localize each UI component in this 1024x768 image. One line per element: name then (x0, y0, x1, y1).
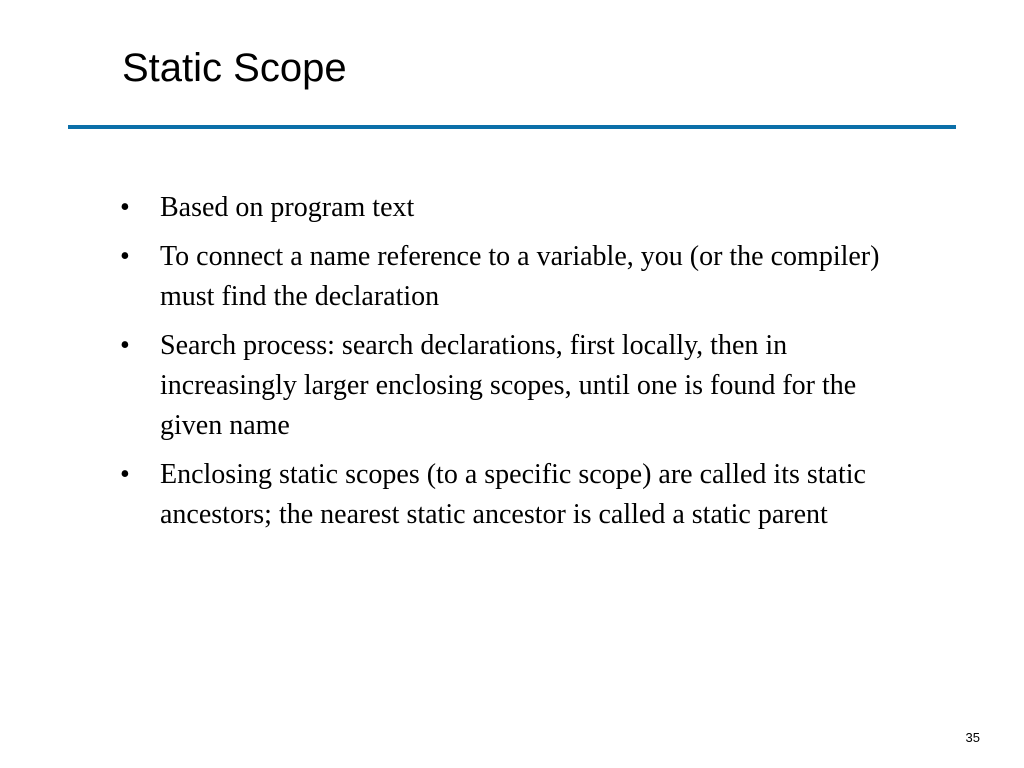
bullet-item (120, 455, 920, 535)
bullet-icon: • (120, 459, 130, 490)
bullet-item (120, 326, 920, 446)
bullet-icon: • (120, 241, 130, 272)
bullet-text: Enclosing static scopes (to a specific scope) are called its static ancestors; the nearest static ancestor is called a static parent (160, 459, 866, 530)
bullet-text: Based on program text (160, 192, 415, 223)
title-divider (68, 125, 956, 129)
slide-number: 35 (965, 730, 980, 745)
bullet-list (120, 188, 920, 544)
bullet-icon: • (120, 192, 130, 223)
bullet-icon: • (120, 330, 130, 361)
bullet-item (120, 237, 920, 317)
bullet-item (120, 188, 920, 228)
bullet-text: Search process: search declarations, first locally, then in increasingly larger enclosing scopes, until one is found for the given name (160, 330, 857, 441)
slide-title: Static Scope (122, 46, 347, 90)
bullet-text: To connect a name reference to a variable, you (or the compiler) must find the declaration (160, 241, 880, 312)
